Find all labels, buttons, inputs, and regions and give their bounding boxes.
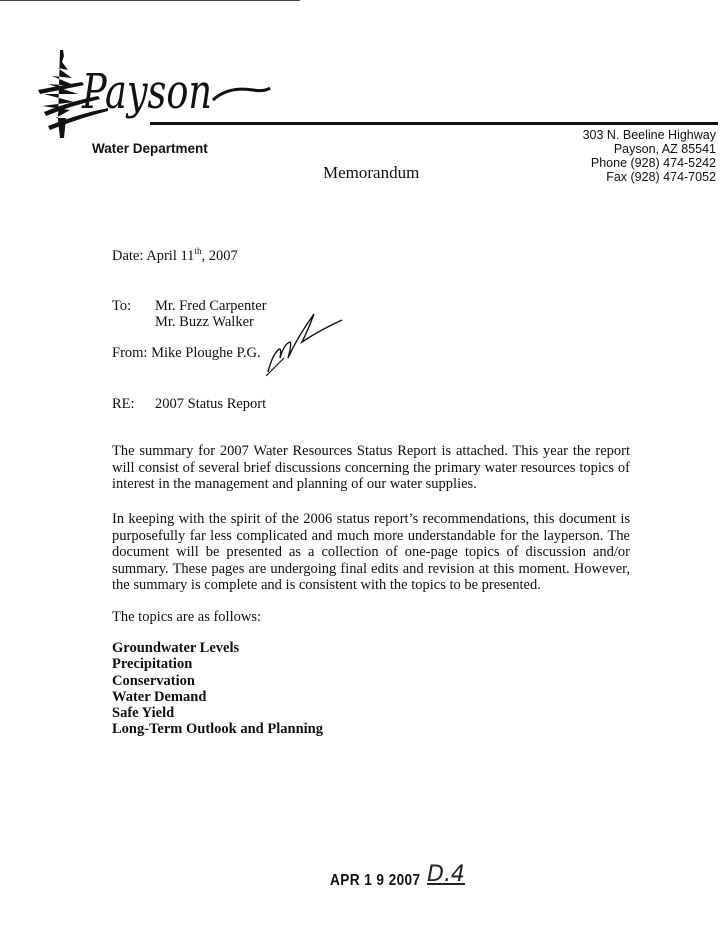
date-suffix: th: [194, 246, 202, 256]
memo-date: [112, 246, 238, 265]
date-year: , 2007: [201, 247, 238, 264]
fax-line: Fax (928) 474-7052: [606, 170, 716, 184]
payson-logo: [38, 42, 278, 142]
to-label: To:: [112, 298, 132, 314]
topic-item: Precipitation: [112, 656, 193, 673]
topic-item: Conservation: [112, 672, 195, 689]
recipient-name: Mr. Fred Carpenter: [155, 298, 267, 314]
re-subject: 2007 Status Report: [155, 396, 267, 412]
phone-line: Phone (928) 474-5242: [590, 156, 716, 170]
from-line: From: Mike Ploughe P.G.: [112, 345, 261, 361]
re-label: RE:: [112, 396, 135, 412]
address-line: Payson, AZ 85541: [613, 142, 716, 156]
memo-title: Memorandum: [323, 163, 420, 182]
recipient-name: Mr. Buzz Walker: [155, 314, 254, 330]
department-name: Water Department: [92, 141, 208, 156]
logo-wordmark: Payson: [81, 64, 212, 120]
body-paragraph: In keeping with the spirit of the 2006 status report’s recommendations, this document is purposefully far less complicated and much more understandable for the layperson. The document will be presented as a collection of one-page topics of discussion and/or summary. These pages are undergoing final edits and revision at this moment. However, the summary is complete and is consistent with the topics to be presented.: [112, 511, 630, 593]
topic-item: Groundwater Levels: [112, 640, 240, 656]
date-month: April 11: [146, 247, 195, 264]
topic-item: Long-Term Outlook and Planning: [112, 721, 323, 738]
body-paragraph: The summary for 2007 Water Resources Status Report is attached. This year the report will consist of several brief discussions concerning the primary water resources topics of interest in the management and planning of our water supplies.: [112, 443, 630, 492]
topics-intro: The topics are as follows:: [112, 609, 261, 625]
signature: [258, 300, 348, 380]
address-line: 303 N. Beeline Highway: [582, 128, 716, 142]
address-block: [583, 128, 716, 184]
topics-list: [112, 640, 323, 738]
received-date-stamp: APR 1 9 2007: [330, 872, 421, 889]
topic-item: Water Demand: [112, 688, 207, 705]
letterhead-rule: [150, 122, 718, 125]
scan-edge-line: [0, 0, 300, 1]
topic-item: Safe Yield: [112, 705, 175, 722]
handwritten-note: D.4: [427, 862, 465, 887]
date-label: Date:: [112, 247, 144, 264]
